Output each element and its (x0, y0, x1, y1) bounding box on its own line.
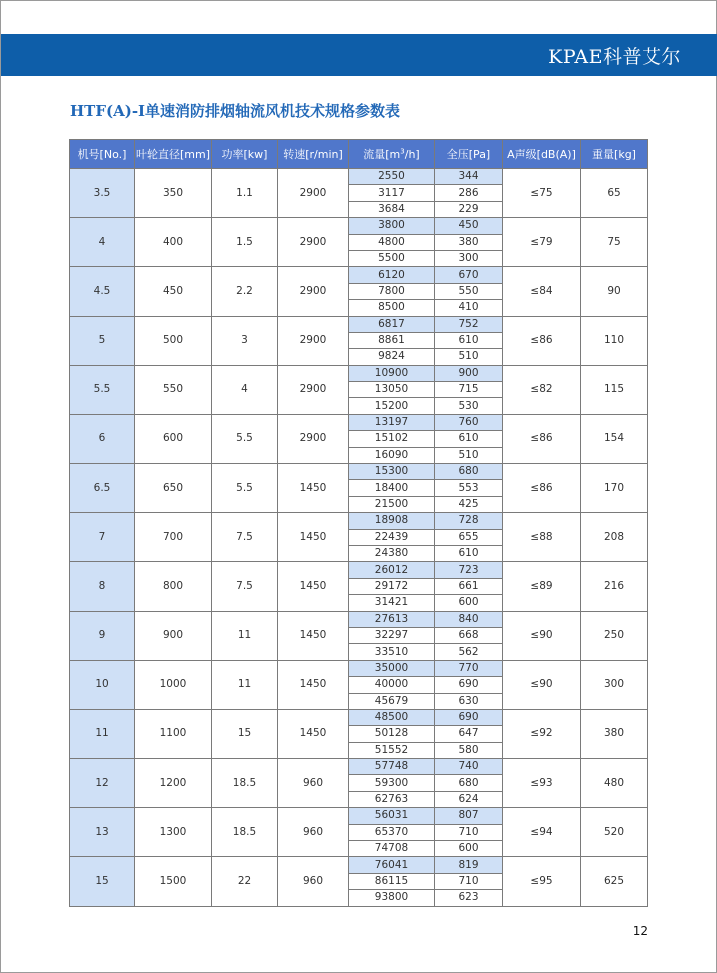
cell-weight: 65 (581, 169, 648, 218)
cell-pressure: 610 (435, 545, 503, 561)
cell-flow: 4800 (349, 234, 435, 250)
cell-weight: 520 (581, 808, 648, 857)
cell-pressure: 550 (435, 283, 503, 299)
cell-power: 2.2 (212, 267, 278, 316)
cell-pressure: 530 (435, 398, 503, 414)
cell-flow: 3117 (349, 185, 435, 201)
table-row (70, 660, 648, 676)
cell-flow: 35000 (349, 660, 435, 676)
cell-power: 7.5 (212, 562, 278, 611)
cell-pressure: 819 (435, 857, 503, 873)
cell-pressure: 752 (435, 316, 503, 332)
cell-weight: 110 (581, 316, 648, 365)
table-row (70, 759, 648, 775)
cell-noise: ≤84 (503, 267, 581, 316)
cell-flow: 16090 (349, 447, 435, 463)
cell-pressure: 624 (435, 791, 503, 807)
cell-flow: 18908 (349, 513, 435, 529)
cell-model-no: 10 (70, 660, 135, 709)
cell-pressure: 710 (435, 873, 503, 889)
cell-weight: 480 (581, 759, 648, 808)
header-weight: 重量[kg] (581, 140, 648, 169)
cell-pressure: 553 (435, 480, 503, 496)
cell-model-no: 9 (70, 611, 135, 660)
cell-noise: ≤92 (503, 709, 581, 758)
table-row (70, 513, 648, 529)
cell-speed: 2900 (278, 218, 349, 267)
cell-flow: 8861 (349, 332, 435, 348)
cell-weight: 625 (581, 857, 648, 906)
table-row (70, 267, 648, 283)
cell-pressure: 623 (435, 890, 503, 906)
cell-flow: 6817 (349, 316, 435, 332)
cell-power: 11 (212, 660, 278, 709)
cell-flow: 10900 (349, 365, 435, 381)
cell-flow: 29172 (349, 578, 435, 594)
cell-flow: 76041 (349, 857, 435, 873)
cell-model-no: 7 (70, 513, 135, 562)
cell-pressure: 580 (435, 742, 503, 758)
cell-flow: 65370 (349, 824, 435, 840)
cell-power: 1.5 (212, 218, 278, 267)
cell-noise: ≤79 (503, 218, 581, 267)
table-row (70, 562, 648, 578)
cell-impeller-diameter: 500 (135, 316, 212, 365)
cell-flow: 15200 (349, 398, 435, 414)
cell-pressure: 840 (435, 611, 503, 627)
cell-flow: 3800 (349, 218, 435, 234)
cell-flow: 62763 (349, 791, 435, 807)
table-row (70, 218, 648, 234)
header-model-no: 机号[No.] (70, 140, 135, 169)
cell-flow: 24380 (349, 545, 435, 561)
cell-speed: 2900 (278, 267, 349, 316)
cell-flow: 21500 (349, 496, 435, 512)
cell-flow: 33510 (349, 644, 435, 660)
cell-weight: 75 (581, 218, 648, 267)
cell-flow: 59300 (349, 775, 435, 791)
cell-pressure: 425 (435, 496, 503, 512)
cell-impeller-diameter: 450 (135, 267, 212, 316)
cell-impeller-diameter: 400 (135, 218, 212, 267)
cell-noise: ≤93 (503, 759, 581, 808)
cell-power: 22 (212, 857, 278, 906)
cell-power: 18.5 (212, 808, 278, 857)
cell-pressure: 610 (435, 332, 503, 348)
cell-flow: 9824 (349, 349, 435, 365)
cell-weight: 115 (581, 365, 648, 414)
cell-speed: 2900 (278, 414, 349, 463)
cell-impeller-diameter: 1000 (135, 660, 212, 709)
cell-pressure: 600 (435, 595, 503, 611)
cell-model-no: 5 (70, 316, 135, 365)
cell-pressure: 410 (435, 300, 503, 316)
cell-impeller-diameter: 650 (135, 464, 212, 513)
cell-weight: 154 (581, 414, 648, 463)
cell-pressure: 510 (435, 447, 503, 463)
cell-speed: 1450 (278, 562, 349, 611)
cell-flow: 3684 (349, 201, 435, 217)
cell-flow: 27613 (349, 611, 435, 627)
cell-pressure: 510 (435, 349, 503, 365)
table-row (70, 414, 648, 430)
cell-impeller-diameter: 800 (135, 562, 212, 611)
cell-pressure: 344 (435, 169, 503, 185)
table-row (70, 709, 648, 725)
cell-speed: 1450 (278, 611, 349, 660)
cell-pressure: 680 (435, 464, 503, 480)
cell-flow: 48500 (349, 709, 435, 725)
cell-pressure: 655 (435, 529, 503, 545)
cell-noise: ≤95 (503, 857, 581, 906)
table-row (70, 464, 648, 480)
cell-pressure: 286 (435, 185, 503, 201)
cell-power: 4 (212, 365, 278, 414)
cell-flow: 13197 (349, 414, 435, 430)
cell-impeller-diameter: 700 (135, 513, 212, 562)
cell-weight: 250 (581, 611, 648, 660)
cell-flow: 56031 (349, 808, 435, 824)
cell-pressure: 562 (435, 644, 503, 660)
cell-noise: ≤90 (503, 611, 581, 660)
cell-flow: 6120 (349, 267, 435, 283)
cell-power: 5.5 (212, 414, 278, 463)
cell-speed: 1450 (278, 464, 349, 513)
cell-flow: 8500 (349, 300, 435, 316)
cell-speed: 1450 (278, 709, 349, 758)
cell-pressure: 690 (435, 677, 503, 693)
cell-speed: 960 (278, 759, 349, 808)
cell-pressure: 710 (435, 824, 503, 840)
cell-flow: 93800 (349, 890, 435, 906)
cell-model-no: 3.5 (70, 169, 135, 218)
cell-pressure: 668 (435, 627, 503, 643)
cell-power: 15 (212, 709, 278, 758)
cell-pressure: 670 (435, 267, 503, 283)
cell-noise: ≤89 (503, 562, 581, 611)
header-pressure: 全压[Pa] (435, 140, 503, 169)
cell-pressure: 380 (435, 234, 503, 250)
cell-flow: 57748 (349, 759, 435, 775)
cell-speed: 2900 (278, 169, 349, 218)
cell-weight: 90 (581, 267, 648, 316)
cell-speed: 960 (278, 808, 349, 857)
cell-weight: 216 (581, 562, 648, 611)
cell-impeller-diameter: 600 (135, 414, 212, 463)
cell-flow: 32297 (349, 627, 435, 643)
cell-pressure: 661 (435, 578, 503, 594)
cell-flow: 2550 (349, 169, 435, 185)
header-flow: 流量$[m^3/h]$ (349, 140, 435, 169)
cell-pressure: 300 (435, 250, 503, 266)
cell-model-no: 8 (70, 562, 135, 611)
cell-impeller-diameter: 1500 (135, 857, 212, 906)
cell-power: 1.1 (212, 169, 278, 218)
cell-weight: 300 (581, 660, 648, 709)
cell-model-no: 6 (70, 414, 135, 463)
cell-power: 11 (212, 611, 278, 660)
cell-power: 18.5 (212, 759, 278, 808)
cell-noise: ≤86 (503, 316, 581, 365)
table-row (70, 611, 648, 627)
cell-model-no: 4.5 (70, 267, 135, 316)
cell-pressure: 229 (435, 201, 503, 217)
cell-flow: 45679 (349, 693, 435, 709)
cell-pressure: 450 (435, 218, 503, 234)
header-speed: 转速[r/min] (278, 140, 349, 169)
cell-speed: 2900 (278, 365, 349, 414)
cell-flow: 5500 (349, 250, 435, 266)
cell-pressure: 760 (435, 414, 503, 430)
cell-pressure: 630 (435, 693, 503, 709)
cell-speed: 1450 (278, 660, 349, 709)
cell-flow: 40000 (349, 677, 435, 693)
cell-pressure: 807 (435, 808, 503, 824)
cell-model-no: 13 (70, 808, 135, 857)
cell-noise: ≤90 (503, 660, 581, 709)
cell-impeller-diameter: 1200 (135, 759, 212, 808)
table-header-row (70, 140, 648, 169)
cell-pressure: 723 (435, 562, 503, 578)
cell-model-no: 4 (70, 218, 135, 267)
cell-model-no: 12 (70, 759, 135, 808)
cell-flow: 26012 (349, 562, 435, 578)
cell-impeller-diameter: 1100 (135, 709, 212, 758)
cell-pressure: 900 (435, 365, 503, 381)
cell-noise: ≤88 (503, 513, 581, 562)
cell-flow: 31421 (349, 595, 435, 611)
cell-impeller-diameter: 1300 (135, 808, 212, 857)
spec-table (69, 139, 648, 907)
cell-pressure: 610 (435, 431, 503, 447)
cell-model-no: 15 (70, 857, 135, 906)
cell-pressure: 740 (435, 759, 503, 775)
cell-pressure: 728 (435, 513, 503, 529)
cell-pressure: 680 (435, 775, 503, 791)
table-row (70, 808, 648, 824)
cell-flow: 74708 (349, 841, 435, 857)
cell-noise: ≤75 (503, 169, 581, 218)
cell-power: 3 (212, 316, 278, 365)
cell-weight: 170 (581, 464, 648, 513)
cell-pressure: 690 (435, 709, 503, 725)
cell-speed: 1450 (278, 513, 349, 562)
table-row (70, 365, 648, 381)
cell-flow: 86115 (349, 873, 435, 889)
cell-pressure: 647 (435, 726, 503, 742)
header-power: 功率[kw] (212, 140, 278, 169)
cell-flow: 13050 (349, 382, 435, 398)
cell-noise: ≤86 (503, 414, 581, 463)
cell-pressure: 770 (435, 660, 503, 676)
cell-noise: ≤94 (503, 808, 581, 857)
cell-weight: 380 (581, 709, 648, 758)
table-row (70, 316, 648, 332)
cell-model-no: 6.5 (70, 464, 135, 513)
cell-weight: 208 (581, 513, 648, 562)
cell-flow: 51552 (349, 742, 435, 758)
cell-impeller-diameter: 900 (135, 611, 212, 660)
page-number: 12 (632, 924, 648, 938)
header-bar (1, 34, 717, 76)
cell-power: 7.5 (212, 513, 278, 562)
cell-flow: 22439 (349, 529, 435, 545)
cell-impeller-diameter: 550 (135, 365, 212, 414)
table-row (70, 169, 648, 185)
header-impeller-diameter: 叶轮直径[mm] (135, 140, 212, 169)
cell-speed: 960 (278, 857, 349, 906)
cell-flow: 15300 (349, 464, 435, 480)
cell-flow: 7800 (349, 283, 435, 299)
cell-power: 5.5 (212, 464, 278, 513)
header-noise: A声级[dB(A)] (503, 140, 581, 169)
cell-impeller-diameter: 350 (135, 169, 212, 218)
page-title: HTF(A)-I单速消防排烟轴流风机技术规格参数表 (70, 102, 401, 120)
cell-flow: 50128 (349, 726, 435, 742)
cell-model-no: 5.5 (70, 365, 135, 414)
cell-noise: ≤82 (503, 365, 581, 414)
cell-flow: 18400 (349, 480, 435, 496)
cell-model-no: 11 (70, 709, 135, 758)
cell-noise: ≤86 (503, 464, 581, 513)
brand-name: KPAE科普艾尔 (548, 46, 681, 68)
cell-flow: 15102 (349, 431, 435, 447)
cell-pressure: 600 (435, 841, 503, 857)
cell-speed: 2900 (278, 316, 349, 365)
table-row (70, 857, 648, 873)
cell-pressure: 715 (435, 382, 503, 398)
